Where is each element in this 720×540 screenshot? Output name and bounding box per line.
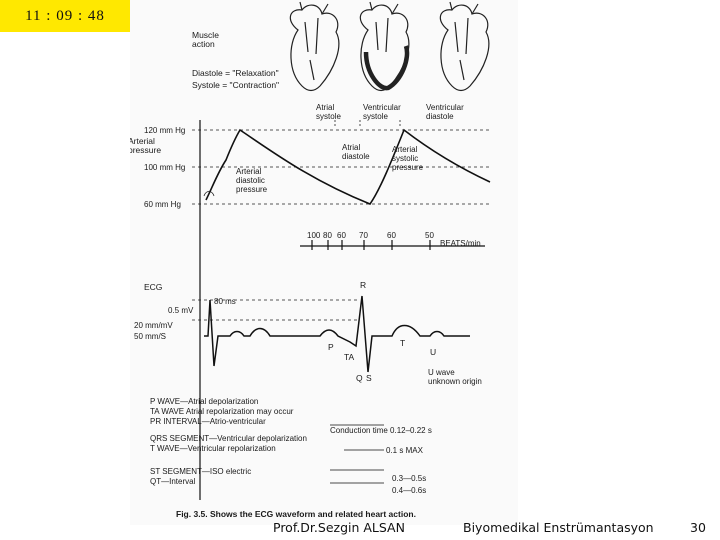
beat-label: 60 xyxy=(337,231,346,240)
systole-label: Systole = "Contraction" xyxy=(192,80,280,90)
diastole-label: Diastole = "Relaxation" xyxy=(192,68,279,78)
ecg-figure xyxy=(130,0,518,525)
muscle-action-label: Muscle action xyxy=(192,30,219,49)
legend-item: ST SEGMENT—ISO electric xyxy=(150,467,252,476)
ecg-S-label: S xyxy=(366,373,372,383)
ecg-waveform xyxy=(204,296,470,372)
beat-label: 70 xyxy=(359,231,368,240)
footer-course: Biyomedikal Enstrümantasyon xyxy=(463,520,654,535)
max01-label: 0.1 s MAX xyxy=(386,446,423,455)
heart-icon-atrial-systole xyxy=(290,2,339,91)
ventricular-systole-label: Ventricular systole xyxy=(363,103,401,121)
ecg-P-label: P xyxy=(328,342,334,352)
legend-item: QT—Interval xyxy=(150,477,196,486)
legend-item: QRS SEGMENT—Ventricular depolarization xyxy=(150,434,307,443)
atrial-diastole-label: Atrial diastole xyxy=(342,143,370,161)
heart-illustrations xyxy=(290,2,489,91)
arterial-pressure-label: Arterial pressure xyxy=(130,136,162,155)
st-time-label: 0.3—0.5s xyxy=(392,474,427,483)
legend-item: T WAVE—Ventricular repolarization xyxy=(150,444,276,453)
ecg-T-label: T xyxy=(400,338,406,348)
figure-caption: Fig. 3.5. Shows the ECG waveform and related heart action. xyxy=(176,509,416,519)
heart-icon-ventricular-diastole xyxy=(440,2,489,91)
ecg-legend xyxy=(150,397,307,486)
beat-label: 80 xyxy=(323,231,332,240)
p100-label: 100 mm Hg xyxy=(144,163,186,172)
timer: 11 : 09 : 48 xyxy=(0,0,130,32)
mv05-label: 0.5 mV xyxy=(168,306,194,315)
scale2-label: 50 mm/S xyxy=(134,332,167,341)
top-markers xyxy=(335,120,400,128)
beats-unit-label: BEATS/min xyxy=(440,239,481,248)
ecg-label: ECG xyxy=(144,282,163,292)
atrial-systole-label: Atrial systole xyxy=(316,103,341,121)
p60-label: 60 mm Hg xyxy=(144,200,181,209)
footer-author: Prof.Dr.Sezgin ALSAN xyxy=(273,520,405,535)
ms80-label: 80 ms xyxy=(214,297,236,306)
ecg-U-label: U xyxy=(430,347,437,357)
beat-label: 60 xyxy=(387,231,396,240)
heart-icon-ventricular-systole xyxy=(360,2,409,91)
ecg-Q-label: Q xyxy=(356,373,363,383)
arterial-diastolic-label: Arterial diastolic pressure xyxy=(236,167,268,194)
ecg-TA-label: TA xyxy=(344,352,355,362)
legend-item: PR INTERVAL—Atrio-ventricular xyxy=(150,417,266,426)
footer-page: 30 xyxy=(690,520,706,535)
beat-label: 100 xyxy=(307,231,321,240)
u-wave-label: U wave unknown origin xyxy=(428,368,482,386)
ecg-R-label: R xyxy=(360,280,367,290)
legend-item: TA WAVE Atrial repolarization may occur xyxy=(150,407,294,416)
ventricular-diastole-label: Ventricular diastole xyxy=(426,103,464,121)
figure-svg xyxy=(130,0,518,525)
legend-item: P WAVE—Atrial depolarization xyxy=(150,397,259,406)
scale1-label: 20 mm/mV xyxy=(134,321,173,330)
beat-label: 50 xyxy=(425,231,434,240)
arterial-systolic-label: Arterial systolic pressure xyxy=(392,145,424,172)
qt-time-label: 0.4—0.6s xyxy=(392,486,427,495)
conduction-label: Conduction time 0.12–0.22 s xyxy=(330,426,432,435)
beats-scale xyxy=(300,231,485,250)
p120-label: 120 mm Hg xyxy=(144,126,186,135)
